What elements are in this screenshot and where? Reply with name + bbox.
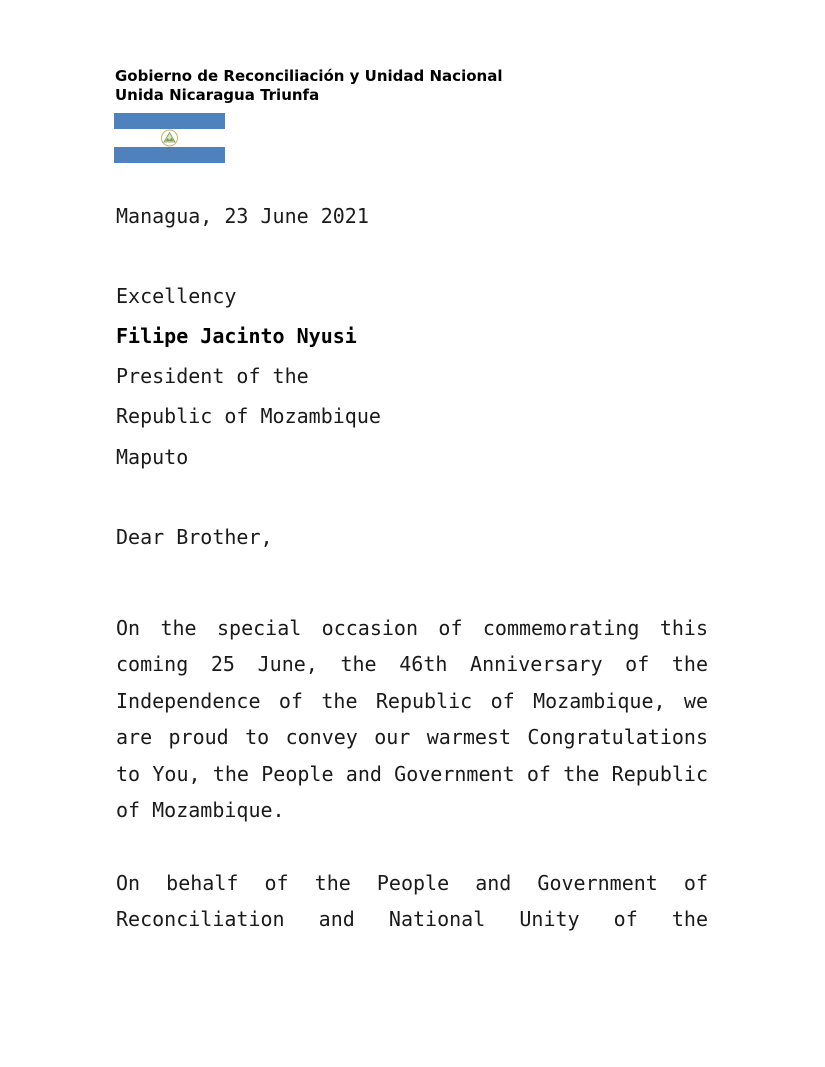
greeting: Dear Brother, [116,525,273,549]
letterhead-government-name: Gobierno de Reconciliación y Unidad Nacional [115,67,503,85]
nicaragua-flag-icon [114,113,225,163]
letterhead [115,67,502,105]
recipient-position: President of the [116,364,309,388]
letter-date: Managua, 23 June 2021 [116,204,369,228]
paragraph-congratulations: On the special occasion of commemorating this coming 25 June, the 46th Anniversary of the Independence of the Republic of Mozambique, we are proud to convey our warmest Congratulations to You, the People and Government of the Republic of Mozambique. [116,616,708,823]
letterhead-slogan: Unida Nicaragua Triunfa [115,86,320,104]
recipient-city: Maputo [116,445,189,469]
recipient-name: Filipe Jacinto Nyusi [116,324,357,348]
recipient-country: Republic of Mozambique [116,404,381,428]
salutation-title: Excellency [116,284,237,308]
paragraph-on-behalf: On behalf of the People and Government of Reconciliation and National Unity of the [116,871,708,932]
